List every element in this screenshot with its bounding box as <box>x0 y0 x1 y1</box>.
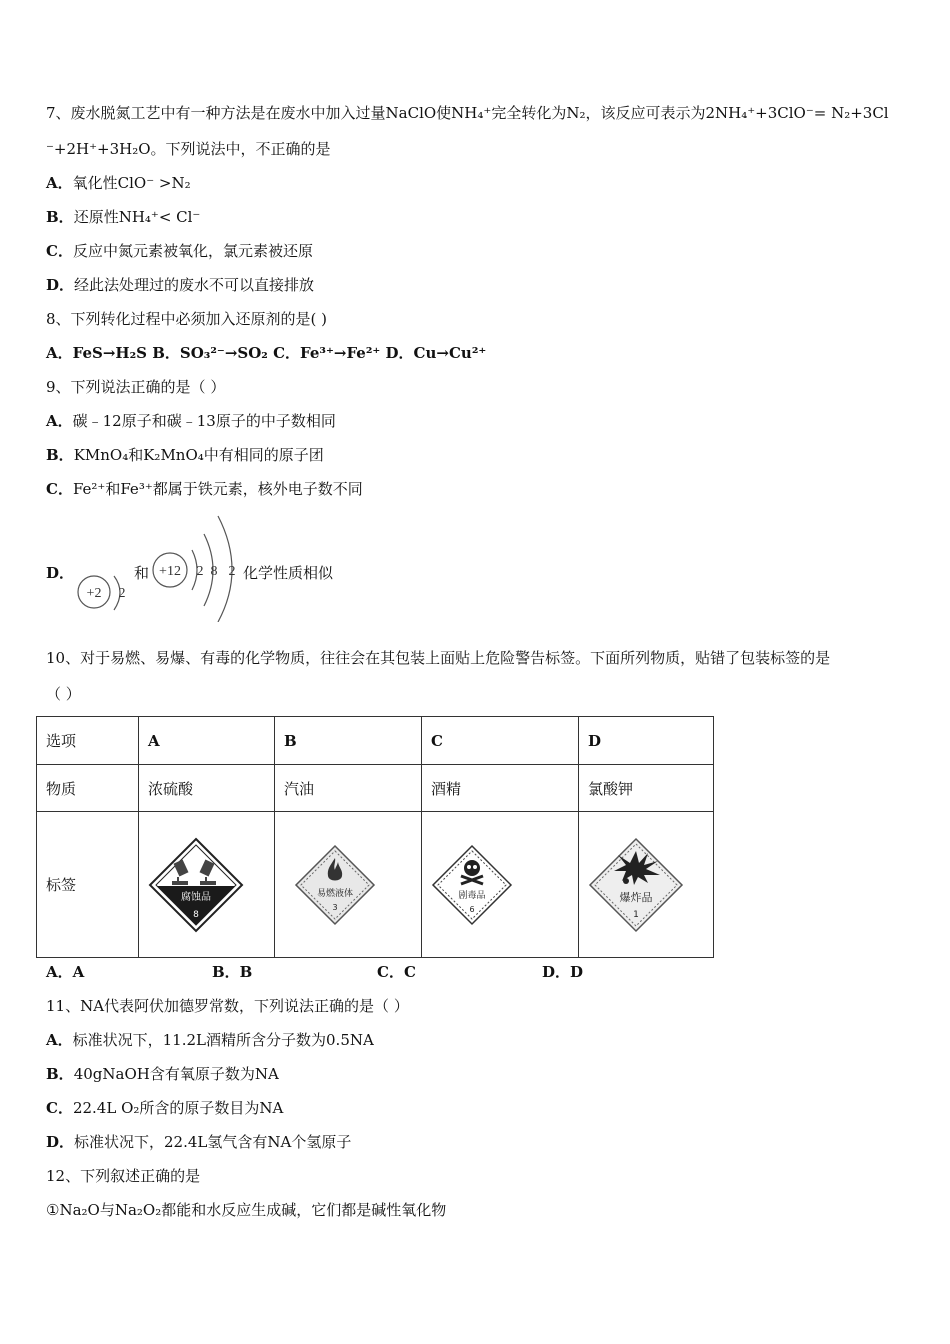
table-cell: 汽油 <box>275 765 422 812</box>
table-cell: 浓硫酸 <box>139 765 275 812</box>
flammable-liquid-label <box>294 844 376 926</box>
option-key: C． <box>46 242 73 260</box>
q11-option-b <box>46 1064 279 1084</box>
option-text: Fe²⁺和Fe³⁺都属于铁元素，核外电子数不同 <box>72 480 363 498</box>
q10-stem-line2: （ ） <box>46 685 81 703</box>
option-key: D． <box>46 276 75 294</box>
hazard-label-text: 爆炸品 <box>619 890 653 904</box>
q7-option-d <box>46 275 314 295</box>
option-text: 还原性NH₄⁺< Cl⁻ <box>73 208 201 226</box>
table-cell: B <box>275 717 422 765</box>
q9-option-d-and: 和 <box>134 564 150 582</box>
q9-option-d-text: 化学性质相似 <box>243 564 334 582</box>
option-key: B． <box>46 1065 74 1083</box>
shell-electrons: 2 <box>196 564 204 579</box>
hazard-class-number: 3 <box>332 902 338 912</box>
table-cell: A <box>139 717 275 765</box>
option-key: B． <box>46 446 74 464</box>
table-cell: 选项 <box>37 717 139 765</box>
q12-stem: 12、下列叙述正确的是 <box>46 1167 201 1185</box>
table-cell: 酒精 <box>422 765 579 812</box>
nucleus-charge: +12 <box>159 564 181 579</box>
option-text: KMnO₄和K₂MnO₄中有相同的原子团 <box>73 446 324 464</box>
q10-answer-d: D．D <box>542 963 584 981</box>
option-text: 经此法处理过的废水不可以直接排放 <box>74 276 315 294</box>
table-cell <box>579 812 714 958</box>
label-table <box>36 716 714 958</box>
q9-option-b <box>46 445 324 465</box>
option-key: A． <box>46 1031 73 1049</box>
q8-stem: 8、下列转化过程中必须加入还原剂的是( ) <box>46 310 328 328</box>
table-cell <box>422 812 579 958</box>
toxic-label <box>431 844 513 926</box>
table-cell: 物质 <box>37 765 139 812</box>
q10-answer-b: B．B <box>212 963 253 981</box>
shell-electrons: 2 <box>228 564 236 579</box>
hazard-class-number: 8 <box>193 909 199 920</box>
hazard-label-text: 易燃液体 <box>316 888 354 899</box>
q11-option-a <box>46 1030 374 1050</box>
q10-answer-c: C．C <box>377 963 416 981</box>
q11-option-d <box>46 1132 351 1152</box>
hazard-class-number: 1 <box>633 909 639 920</box>
q11-option-c <box>46 1098 283 1118</box>
q9-option-d-key: D． <box>46 564 75 582</box>
option-key: A． <box>46 174 73 192</box>
option-key: D． <box>46 1133 75 1151</box>
option-text: 氧化性ClO⁻ >N₂ <box>72 174 191 192</box>
corrosive-label <box>148 837 244 933</box>
option-key: C． <box>46 480 73 498</box>
hazard-label-text: 腐蚀品 <box>181 891 211 903</box>
option-text: 标准状况下，22.4L氢气含有NA个氢原子 <box>74 1133 352 1151</box>
option-key: B． <box>46 208 74 226</box>
shell-electrons: 2 <box>118 586 126 601</box>
option-text: 碳﹣12原子和碳﹣13原子的中子数相同 <box>72 412 336 430</box>
q7-stem-line1: 7、废水脱氮工艺中有一种方法是在废水中加入过量NaClO使NH₄⁺完全转化为N₂，该反应可表示为2NH₄⁺+3ClO⁻= N₂+3Cl <box>46 104 889 122</box>
hazard-label-text: 剧毒品 <box>458 890 486 901</box>
option-text: 40gNaOH含有氧原子数为NA <box>73 1065 279 1083</box>
table-cell: 氯酸钾 <box>579 765 714 812</box>
q9-option-a <box>46 411 336 431</box>
table-cell: C <box>422 717 579 765</box>
q7-stem-line2: ⁻+2H⁺+3H₂O。下列说法中，不正确的是 <box>46 140 331 158</box>
option-text: 22.4L O₂所含的原子数目为NA <box>72 1099 284 1117</box>
table-cell: D <box>579 717 714 765</box>
atom-diagram-mg <box>150 510 242 622</box>
table-row <box>37 717 714 765</box>
table-cell <box>139 812 275 958</box>
table-row <box>37 812 714 958</box>
option-key: A． <box>46 412 73 430</box>
q10-answer-a: A．A <box>46 963 85 981</box>
q8-options: A．FeS→H₂S B．SO₃²⁻→SO₂ C．Fe³⁺→Fe²⁺ D．Cu→Cu²⁺ <box>46 344 487 362</box>
q9-stem: 9、下列说法正确的是（ ） <box>46 378 226 396</box>
q7-option-b <box>46 207 200 227</box>
nucleus-charge: +2 <box>86 586 102 601</box>
hazard-class-number: 6 <box>469 904 475 914</box>
table-cell <box>275 812 422 958</box>
shell-electrons: 8 <box>210 564 218 579</box>
table-row <box>37 765 714 812</box>
atom-diagram-he <box>72 566 132 622</box>
table-cell: 标签 <box>37 812 139 958</box>
option-text: 反应中氮元素被氧化，氯元素被还原 <box>72 242 313 260</box>
q7-option-a <box>46 173 191 193</box>
option-text: 标准状况下，11.2L酒精所含分子数为0.5NA <box>72 1031 374 1049</box>
option-key: C． <box>46 1099 73 1117</box>
q12-item-1: ①Na₂O与Na₂O₂都能和水反应生成碱，它们都是碱性氧化物 <box>46 1201 447 1219</box>
q7-option-c <box>46 241 313 261</box>
q11-stem: 11、NA代表阿伏加德罗常数，下列说法正确的是（ ） <box>46 997 409 1015</box>
q9-option-c <box>46 479 363 499</box>
explosive-label <box>588 837 684 933</box>
q10-stem-line1: 10、对于易燃、易爆、有毒的化学物质，往往会在其包装上面贴上危险警告标签。下面所列物质，贴错了包装标签的是 <box>46 649 831 667</box>
